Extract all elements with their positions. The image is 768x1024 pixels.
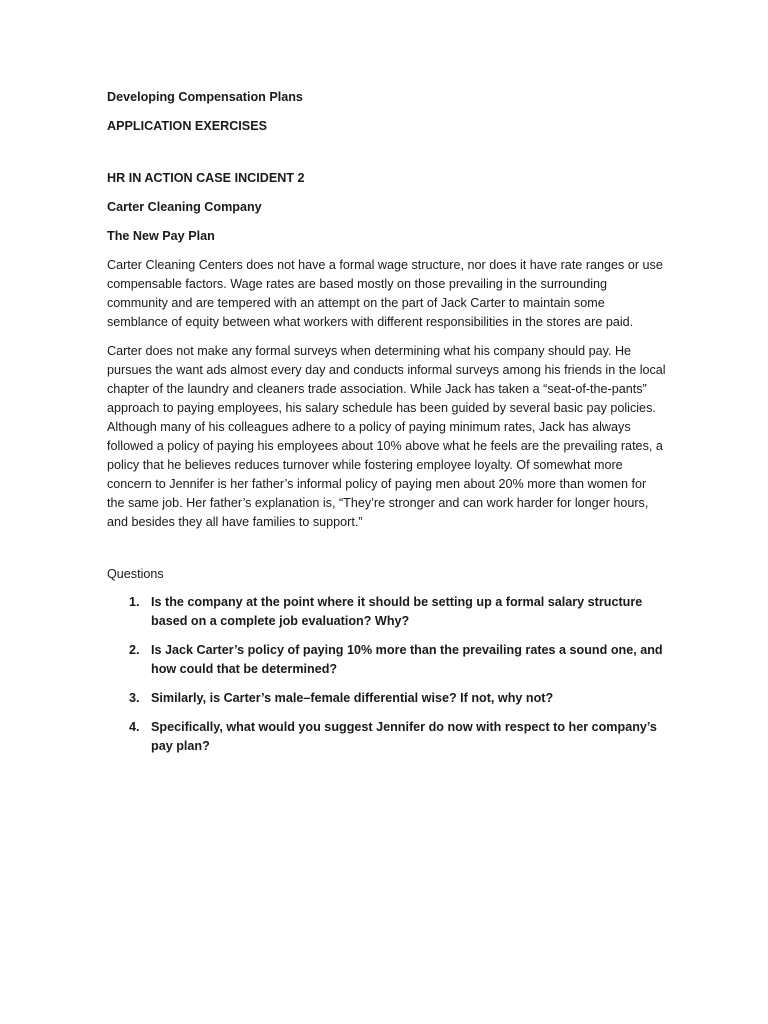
- case-title: The New Pay Plan: [107, 229, 215, 243]
- question-item: [129, 718, 667, 756]
- question-number: 3.: [129, 691, 140, 705]
- question-number: 2.: [129, 643, 140, 657]
- question-text: Specifically, what would you suggest Jennifer do now with respect to her company’s pay plan?: [151, 720, 657, 753]
- question-number: 1.: [129, 595, 140, 609]
- section-title: APPLICATION EXERCISES: [107, 119, 268, 133]
- question-item: [129, 641, 667, 679]
- question-number: 4.: [129, 720, 140, 734]
- question-text: Similarly, is Carter’s male–female differential wise? If not, why not?: [151, 691, 554, 705]
- company-name: Carter Cleaning Company: [107, 200, 262, 214]
- body-paragraph-2: Carter does not make any formal surveys when determining what his company should pay. He pursues the want ads almost every day and conducts informal surveys among his friends in the local chapter of the laundry and cleaners trade association. While Jack has taken a “seat-of-the-pants” approach to paying employees, his salary schedule has been guided by several basic pay policies. Although many of his colleagues adhere to a policy of paying minimum rates, Jack has always followed a policy of paying his employees about 10% above what he feels are the prevailing rates, a policy that he believes reduces turnover while fostering employee loyalty. Of somewhat more concern to Jennifer is her father’s informal policy of paying men about 20% more than women for the same job. Her father’s explanation is, “They’re stronger and can work harder for longer hours, and besides they all have families to support.”: [107, 344, 666, 529]
- body-paragraph-1: Carter Cleaning Centers does not have a formal wage structure, nor does it have rate ranges or use compensable factors. Wage rates are based mostly on those prevailing in the surrounding community and are tempered with an attempt on the part of Jack Carter to maintain some semblance of equity between what workers with different responsibilities in the stores are paid.: [107, 258, 663, 329]
- question-item: [129, 593, 667, 631]
- document-title: Developing Compensation Plans: [107, 90, 303, 104]
- questions-heading: Questions: [107, 567, 164, 581]
- case-incident-label: HR IN ACTION CASE INCIDENT 2: [107, 171, 305, 185]
- document-page: [107, 88, 667, 766]
- question-text: Is Jack Carter’s policy of paying 10% more than the prevailing rates a sound one, and how could that be determined?: [151, 643, 663, 676]
- question-text: Is the company at the point where it should be setting up a formal salary structure based on a complete job evaluation? Why?: [151, 595, 643, 628]
- question-item: [129, 689, 667, 708]
- questions-list: [107, 593, 667, 756]
